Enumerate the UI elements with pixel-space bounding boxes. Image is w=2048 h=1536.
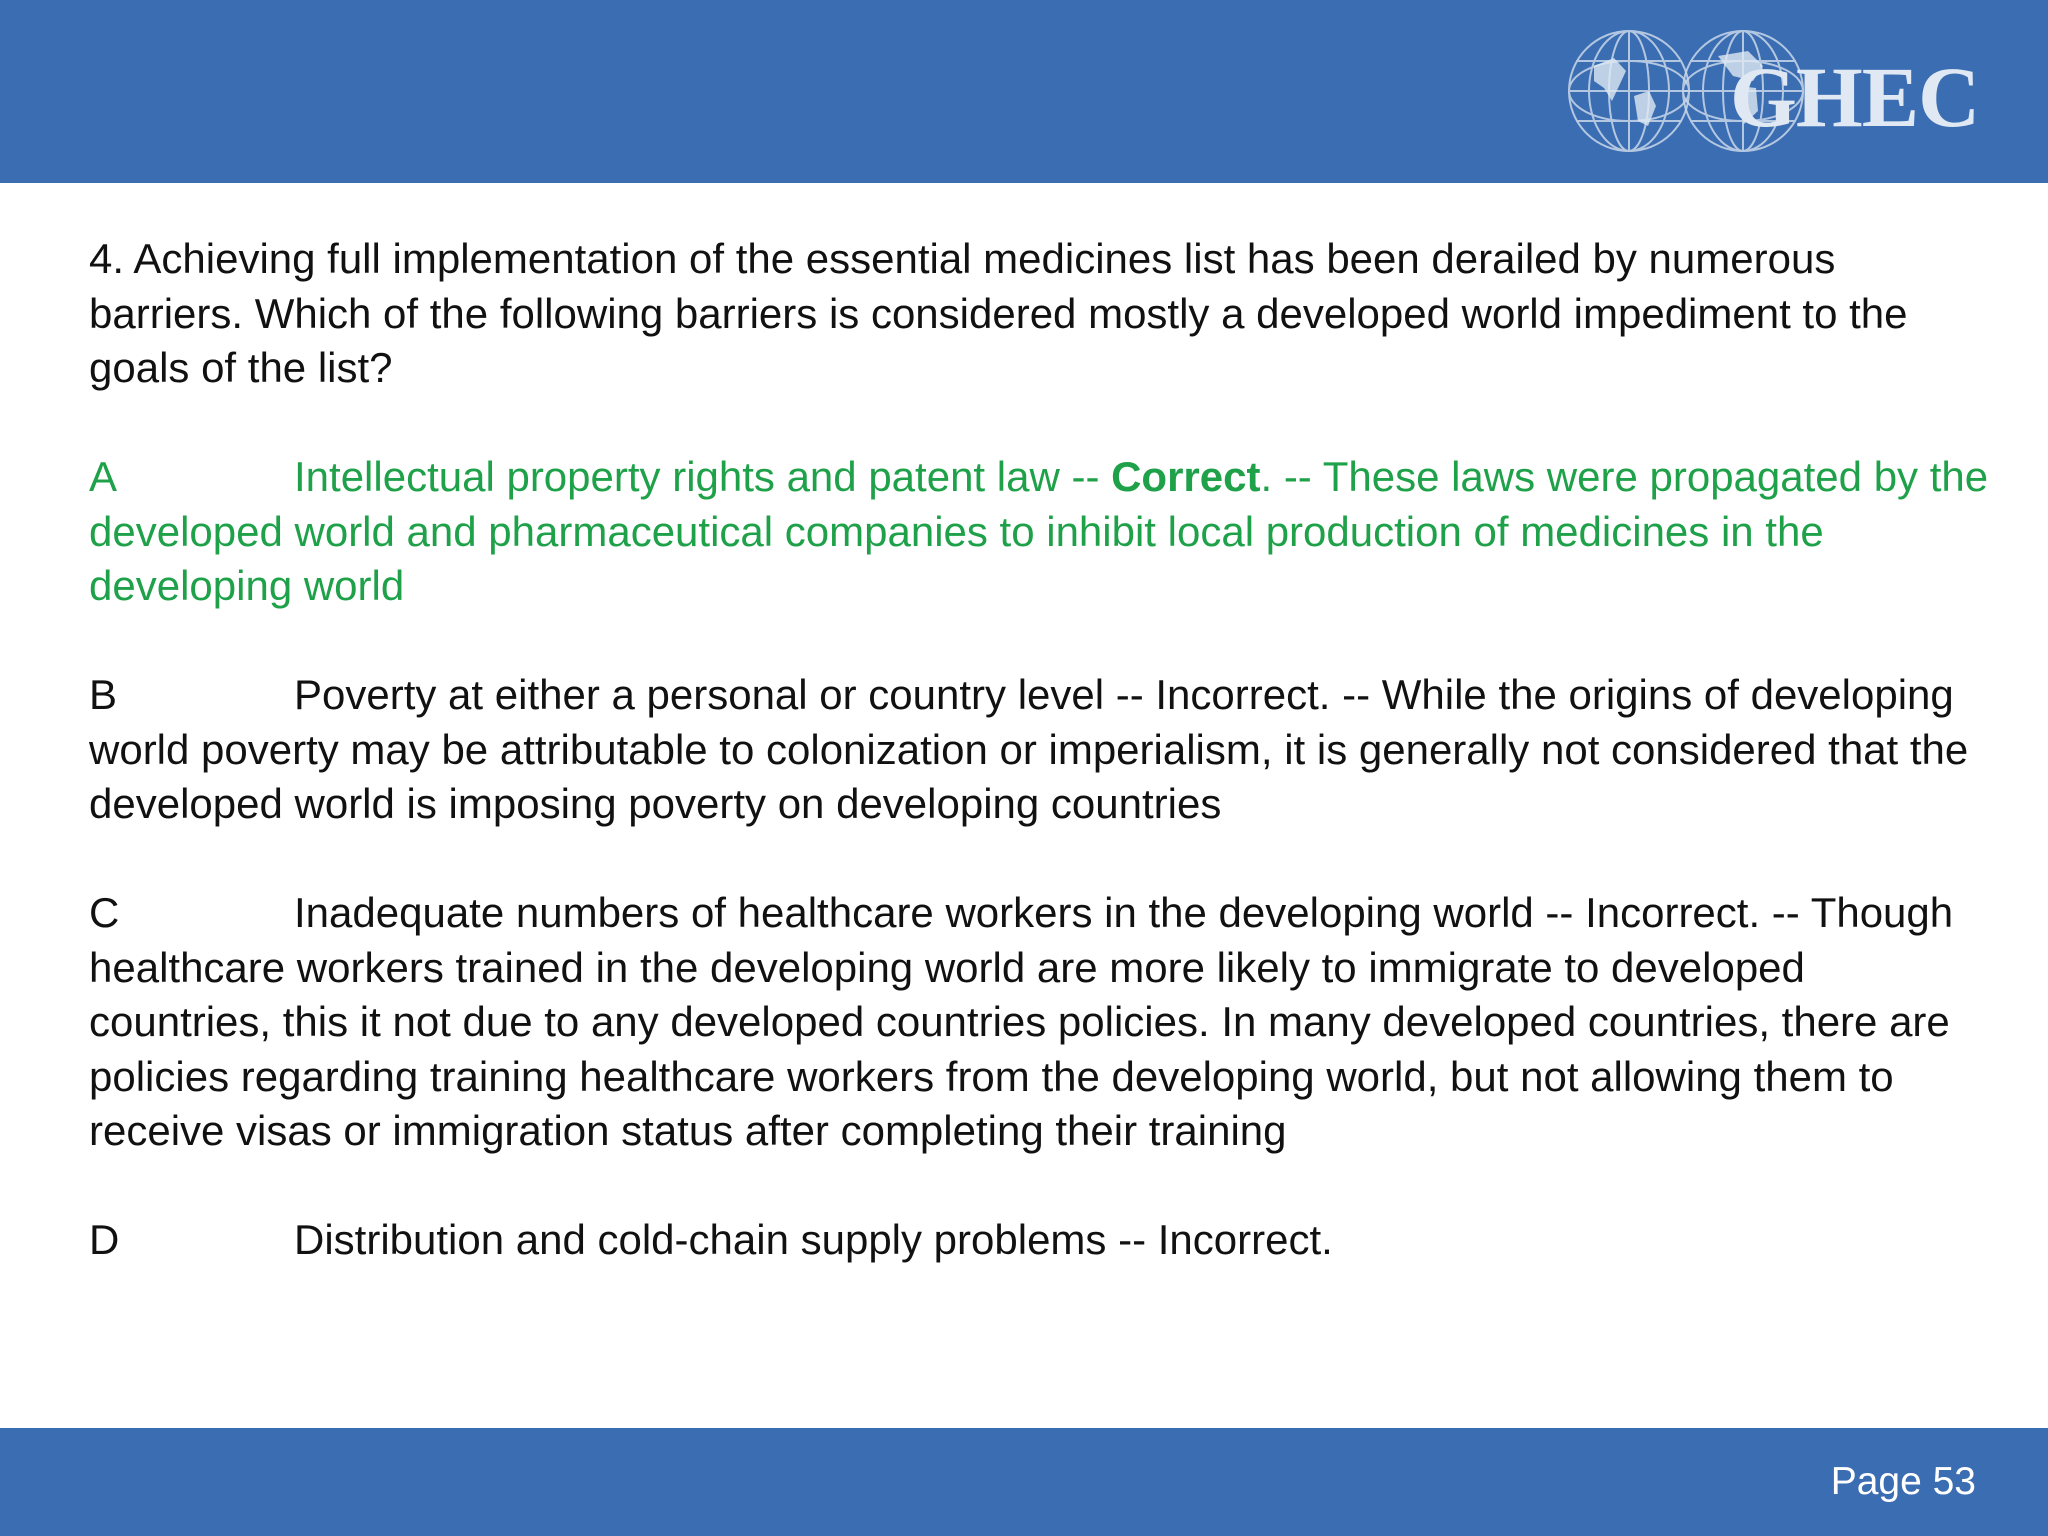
option-verdict: Incorrect xyxy=(1157,1216,1322,1263)
option-explanation: . -- While the origins of developing world poverty may be attributable to colonization or imperialism, it is generally not considered that the developed world is imposing poverty on developing countries xyxy=(89,671,1969,827)
question-text: 4. Achieving full implementation of the essential medicines list has been derailed by numerous barriers. Which of the following barriers is considered mostly a developed world impediment to the goals of the list? xyxy=(89,235,1908,391)
header-bar xyxy=(0,0,2048,183)
option-verdict: Incorrect xyxy=(1585,889,1749,936)
option-c xyxy=(89,886,1989,1159)
option-letter: B xyxy=(89,671,118,718)
option-explanation: . -- These laws were propagated by the developed world and pharmaceutical companies to inhibit local production of medicines in the developing world xyxy=(89,453,1989,609)
option-explanation: . -- Though healthcare workers trained in the developing world are more likely to immigrate to developed countries, this it not due to any developed countries policies. In many developed countries, there are policies regarding training healthcare workers from the developing world, but not allowing them to receive visas or immigration status after completing their training xyxy=(89,889,1954,1154)
option-letter: A xyxy=(89,453,118,500)
option-verdict: Incorrect xyxy=(1155,671,1319,718)
option-text: Poverty at either a personal or country level -- xyxy=(294,671,1156,718)
option-b xyxy=(89,668,1989,832)
globe-icon xyxy=(1564,26,1694,156)
option-text: Intellectual property rights and patent law -- xyxy=(294,453,1112,500)
ghec-logo xyxy=(1560,26,2000,156)
logo-text: GHEC xyxy=(1730,49,1980,145)
option-letter: C xyxy=(89,889,120,936)
footer-bar xyxy=(0,1428,2048,1536)
option-d xyxy=(89,1213,1989,1268)
option-explanation: . xyxy=(1321,1216,1333,1263)
option-a xyxy=(89,450,1989,614)
page-number: Page 53 xyxy=(1830,1460,1976,1503)
option-verdict: Correct xyxy=(1111,453,1261,500)
option-letter: D xyxy=(89,1216,120,1263)
option-text: Distribution and cold-chain supply problems -- xyxy=(294,1216,1158,1263)
slide-content xyxy=(89,232,1989,1322)
option-text: Inadequate numbers of healthcare workers in the developing world -- xyxy=(294,889,1586,936)
